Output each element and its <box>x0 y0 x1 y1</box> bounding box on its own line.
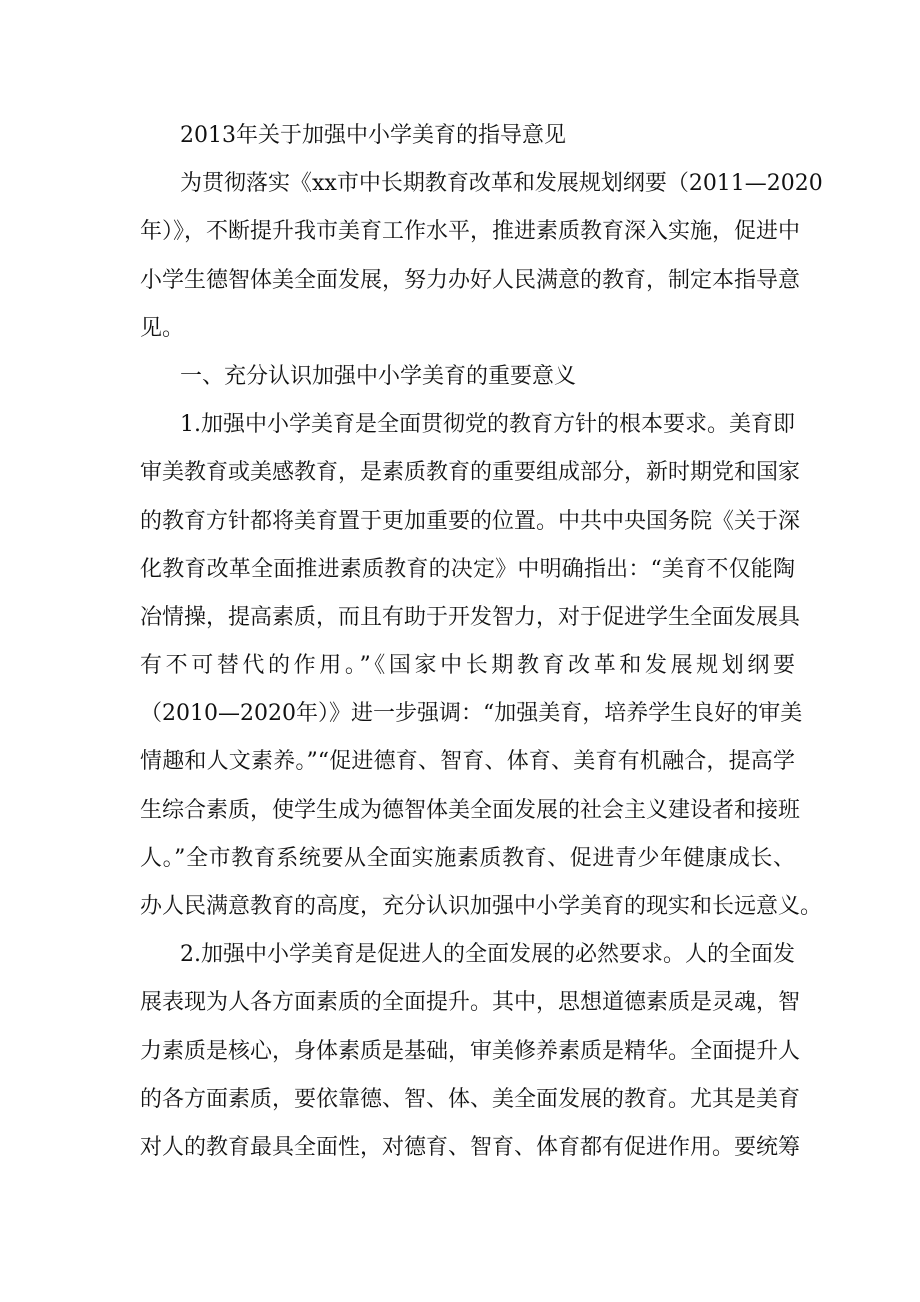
paragraph-line: （2010—2020年）》进一步强调：“加强美育，培养学生良好的审美 <box>140 701 803 727</box>
paragraph-line: 有不可替代的作用。”《国家中长期教育改革和发展规划纲要 <box>140 653 795 679</box>
section1-paragraph-1 <box>140 401 823 931</box>
paragraph-line: 2.加强中小学美育是促进人的全面发展的必然要求。人的全面发 <box>180 942 795 968</box>
paragraph-line: 展表现为人各方面素质的全面提升。其中，思想道德素质是灵魂，智 <box>140 990 801 1016</box>
paragraph-line: 力素质是核心，身体素质是基础，审美修养素质是精华。全面提升人 <box>140 1038 801 1064</box>
paragraph-line: 的教育方针都将美育置于更加重要的位置。中共中央国务院《关于深 <box>140 508 801 534</box>
paragraph-line: 小学生德智体美全面发展，努力办好人民满意的教育，制定本指导意 <box>140 267 801 293</box>
intro-paragraph <box>140 160 823 353</box>
section1-paragraph-2 <box>140 931 801 1172</box>
paragraph-line: 的各方面素质，要依靠德、智、体、美全面发展的教育。尤其是美育 <box>140 1086 801 1112</box>
paragraph-line: 冶情操，提高素质，而且有助于开发智力，对于促进学生全面发展具 <box>140 604 801 630</box>
paragraph-line: 对人的教育最具全面性，对德育、智育、体育都有促进作用。要统筹 <box>140 1134 801 1160</box>
paragraph-line: 为贯彻落实《xx市中长期教育改革和发展规划纲要（2011—2020 <box>180 171 823 197</box>
paragraph-line: 见。 <box>140 315 185 341</box>
paragraph-line: 情趣和人文素养。”“促进德育、智育、体育、美育有机融合，提高学 <box>140 749 795 775</box>
document-body <box>140 112 823 1172</box>
section-heading: 一、充分认识加强中小学美育的重要意义 <box>180 363 577 389</box>
document-title: 2013年关于加强中小学美育的指导意见 <box>180 123 566 148</box>
paragraph-line: 审美教育或美感教育，是素质教育的重要组成部分，新时期党和国家 <box>140 460 801 486</box>
paragraph-line: 办人民满意教育的高度，充分认识加强中小学美育的现实和长远意义。 <box>140 894 823 919</box>
paragraph-line: 化教育改革全面推进素质教育的决定》中明确指出：“美育不仅能陶 <box>140 556 795 582</box>
paragraph-line: 生综合素质，使学生成为德智体美全面发展的社会主义建设者和接班 <box>140 797 801 823</box>
paragraph-line: 年）》，不断提升我市美育工作水平，推进素质教育深入实施，促进中 <box>140 219 801 245</box>
paragraph-line: 人。”全市教育系统要从全面实施素质教育、促进青少年健康成长、 <box>140 845 795 871</box>
paragraph-line: 1.加强中小学美育是全面贯彻党的教育方针的根本要求。美育即 <box>180 412 795 438</box>
